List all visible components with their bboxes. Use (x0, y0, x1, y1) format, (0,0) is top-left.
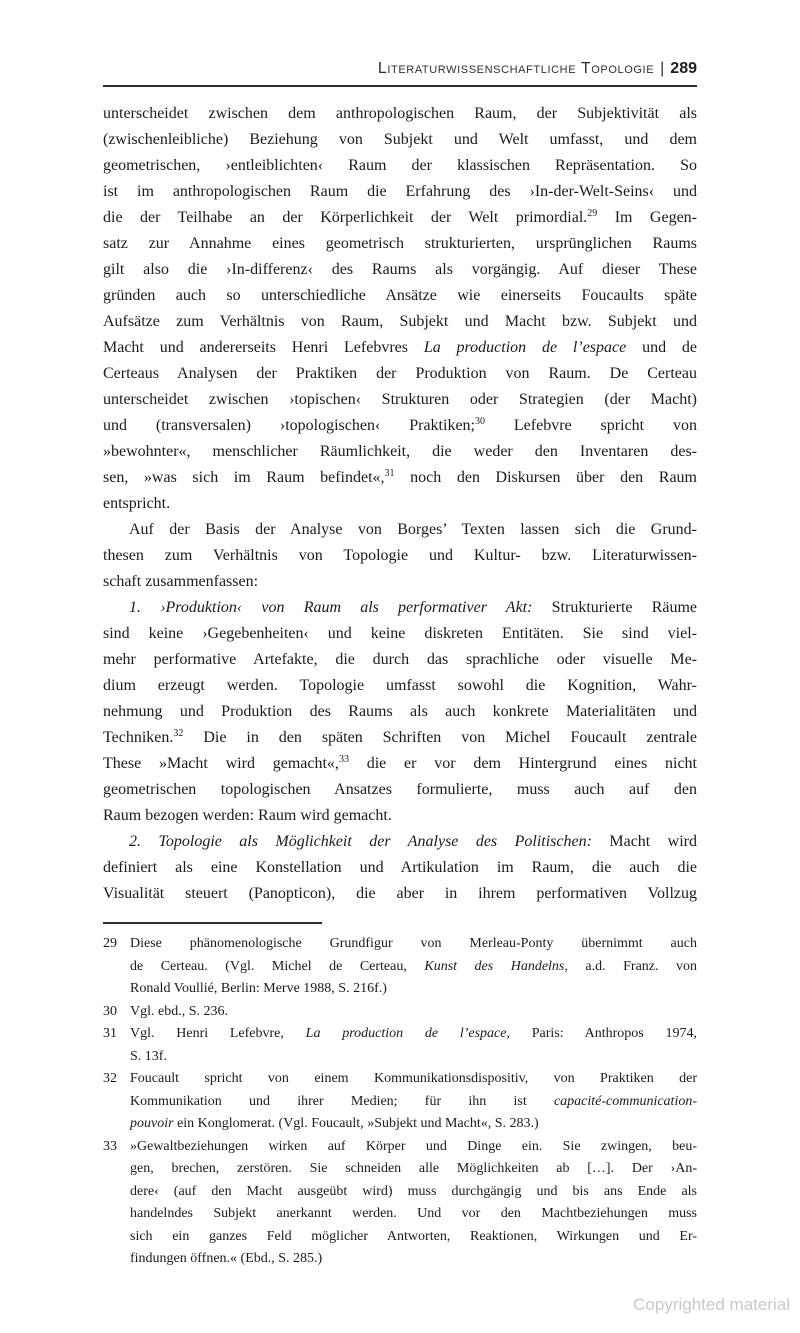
text-line: Kommunikation und ihrer Medien; für ihn ist capacité-communication- (130, 1093, 697, 1109)
text-line: satz zur Annahme eines geometrisch strukturierten, ursprünglichen Raums (103, 235, 697, 252)
text-line: Vgl. ebd., S. 236. (130, 1003, 228, 1019)
footnotes (103, 933, 697, 1271)
text-line: entspricht. (103, 495, 171, 512)
text-line: dium erzeugt werden. Topologie umfasst sowohl die Kognition, Wahr- (103, 677, 697, 694)
text-line: Macht und andererseits Henri Lefebvres La production de l’espace und de (103, 339, 697, 356)
watermark: Copyrighted material (633, 1295, 790, 1314)
footnote-separator-rule (103, 922, 322, 924)
footnote (103, 1068, 697, 1136)
text-line: Vgl. Henri Lefebvre, La production de l’espace, Paris: Anthropos 1974, (130, 1026, 697, 1041)
text-line: mehr performative Artefakte, die durch das sprachliche oder visuelle Me- (103, 651, 697, 668)
footnote-reference: 31 (384, 468, 395, 479)
text-line: Auf der Basis der Analyse von Borges’ Texten lassen sich die Grund- (129, 521, 697, 538)
page-number: 289 (670, 60, 697, 77)
text-line: Raum bezogen werden: Raum wird gemacht. (103, 807, 392, 824)
text-line: dere‹ (auf den Macht ausgeübt wird) muss durchgängig und bis ans Ende als (130, 1183, 697, 1199)
text-line: S. 13f. (130, 1048, 167, 1064)
text-line: Techniken.$^{32}$ Die in den späten Schriften von Michel Foucault zentrale (103, 728, 697, 746)
footnote-text (130, 1001, 697, 1024)
text-line: Visualität steuert (Panopticon), die aber in ihrem performativen Vollzug (103, 885, 697, 902)
header-rule (103, 85, 697, 87)
footnote-number: 29 (103, 936, 117, 951)
running-title: Literaturwissenschaftliche Topologie (377, 60, 655, 77)
text-line: »Gewaltbeziehungen wirken auf Körper und Dinge ein. Sie zwingen, beu- (130, 1138, 697, 1154)
text-line: handelndes Subjekt anerkannt werden. Und vor den Machtbeziehungen muss (130, 1206, 697, 1221)
footnote-text (130, 1136, 697, 1271)
text-line: definiert als eine Konstellation und Artikulation im Raum, die auch die (103, 859, 697, 876)
footnote (103, 933, 697, 1001)
footnote (103, 1023, 697, 1068)
footnote-number: 31 (103, 1026, 117, 1041)
footnote (103, 1001, 697, 1024)
text-line: findungen öffnen.« (Ebd., S. 285.) (130, 1251, 323, 1266)
running-head-separator: | (660, 60, 665, 77)
text-line: sind keine ›Gegebenheiten‹ und keine diskreten Entitäten. Sie sind viel- (103, 625, 697, 642)
text-line: Diese phänomenologische Grundfigur von Merleau-Ponty übernimmt auch (130, 936, 697, 951)
footnote-number: 33 (103, 1138, 117, 1154)
text-line: die der Teilhabe an der Körperlichkeit der Welt primordial.$^{29}$ Im Gegen- (103, 208, 698, 226)
footnote-reference: 32 (173, 728, 184, 739)
text-line: ist im anthropologischen Raum die Erfahrung des ›In-der-Welt-Seins‹ und (103, 183, 697, 200)
footnote-number: 32 (103, 1071, 117, 1086)
text-line: 1. ›Produktion‹ von Raum als performativer Akt: Strukturierte Räume (129, 599, 698, 616)
text-line: These »Macht wird gemacht«,$^{33}$ die er vor dem Hintergrund eines nicht (103, 754, 697, 772)
text-line: Aufsätze zum Verhältnis von Raum, Subjekt und Macht bzw. Subjekt und (103, 313, 697, 330)
footnote-text (130, 1023, 697, 1068)
text-line: de Certeau. (Vgl. Michel de Certeau, Kunst des Handelns, a.d. Franz. von (130, 958, 698, 974)
text-line: geometrischen, ›entleiblichten‹ Raum der klassischen Repräsentation. So (103, 157, 697, 174)
text-line: unterscheidet zwischen dem anthropologischen Raum, der Subjektivität als (103, 105, 697, 122)
footnote-reference: 33 (338, 754, 349, 765)
footnote-reference: 29 (587, 208, 598, 219)
footnote (103, 1136, 697, 1271)
text-line: und (transversalen) ›topologischen‹ Praktiken;$^{30}$ Lefebvre spricht von (103, 416, 698, 434)
text-line: schaft zusammenfassen: (103, 573, 259, 590)
footnote-reference: 30 (474, 416, 485, 427)
text-line: »bewohnter«, menschlicher Räumlichkeit, die weder den Inventaren des- (103, 443, 697, 460)
text-line: Foucault spricht von einem Kommunikationsdispositiv, von Praktiken der (130, 1071, 697, 1086)
footnote-text (130, 1068, 697, 1136)
text-line: sen, »was sich im Raum befindet«,$^{31}$ noch den Diskursen über den Raum (103, 468, 698, 486)
text-line: 2. Topologie als Möglichkeit der Analyse des Politischen: Macht wird (129, 833, 698, 850)
text-line: Certeaus Analysen der Praktiken der Produktion von Raum. De Certeau (103, 365, 697, 382)
footnote-number: 30 (103, 1003, 117, 1019)
text-line: sich ein ganzes Feld möglicher Antworten, Reaktionen, Wirkungen und Er- (130, 1228, 697, 1244)
text-line: pouvoir ein Konglomerat. (Vgl. Foucault, »Subjekt und Macht«, S. 283.) (130, 1116, 539, 1131)
text-line: thesen zum Verhältnis von Topologie und Kultur- bzw. Literaturwissen- (103, 547, 697, 564)
text-line: nehmung und Produktion des Raums als auch konkrete Materialitäten und (103, 703, 697, 720)
text-line: Ronald Voullié, Berlin: Merve 1988, S. 216f.) (130, 981, 387, 996)
text-line: geometrischen topologischen Ansatzes formulierte, muss auch auf den (103, 781, 697, 798)
text-line: (zwischenleibliche) Beziehung von Subjekt und Welt umfasst, und dem (103, 131, 697, 148)
footnote-text (130, 933, 697, 1001)
body-text (103, 101, 697, 907)
text-line: gründen auch so unterschiedliche Ansätze wie einerseits Foucaults späte (103, 287, 697, 304)
text-line: gilt also die ›In-differenz‹ des Raums als vorgängig. Auf dieser These (103, 261, 697, 278)
running-head (103, 58, 697, 80)
text-line: gen, brechen, zerstören. Sie schneiden alle Möglichkeiten ab […]. Der ›An- (130, 1161, 697, 1176)
text-line: unterscheidet zwischen ›topischen‹ Strukturen oder Strategien (der Macht) (103, 391, 697, 408)
